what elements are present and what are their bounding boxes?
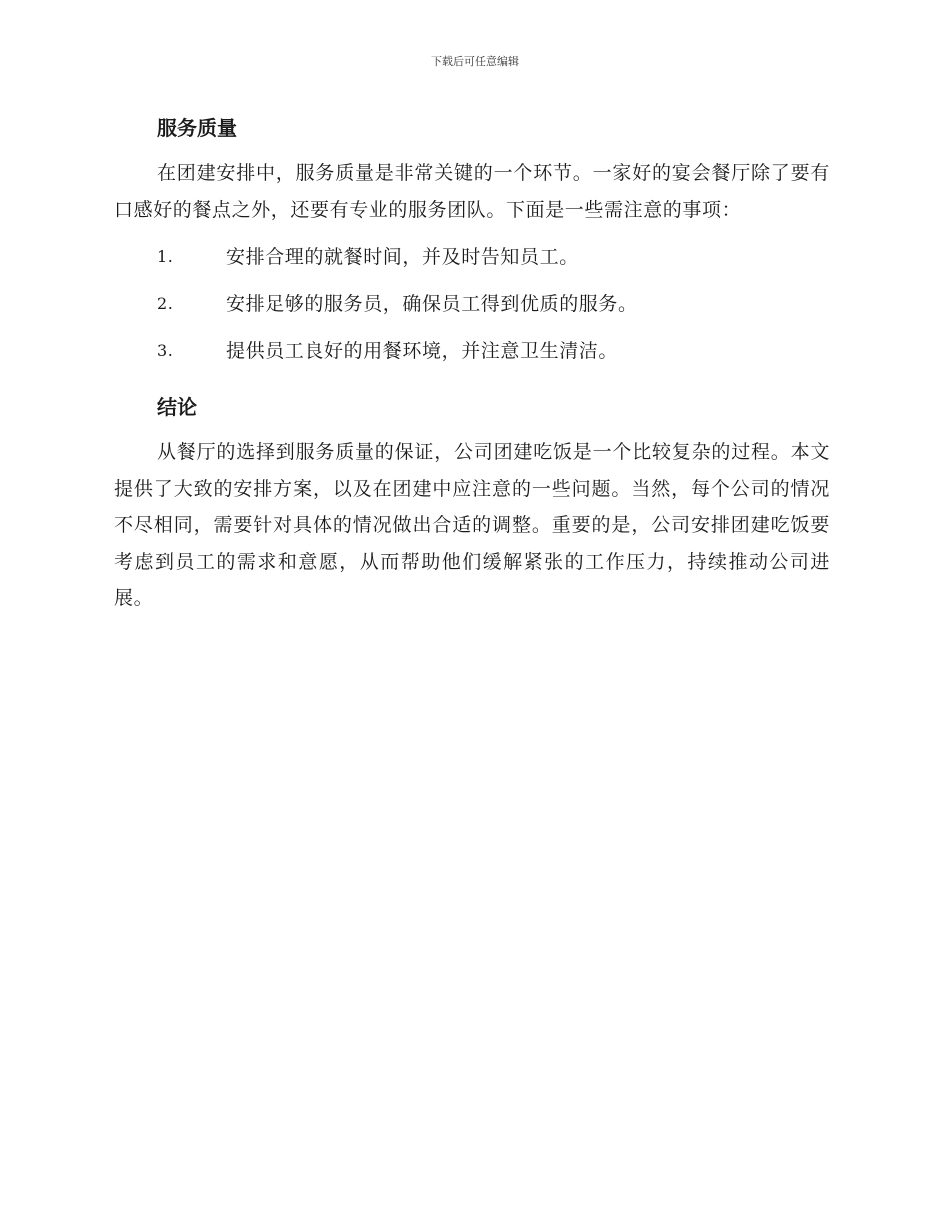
list-item-number: 1. [157,247,174,266]
document-body [114,110,830,617]
section-title-conclusion: 结论 [157,395,197,419]
list-item-number: 3. [157,341,174,360]
header-note: 下载后可任意编辑 [431,55,519,68]
list-item-text: 提供员工良好的用餐环境，并注意卫生清洁。 [226,340,619,362]
list-item-text: 安排合理的就餐时间，并及时告知员工。 [226,246,579,268]
service-notes-list [114,239,830,380]
list-item-text: 安排足够的服务员，确保员工得到优质的服务。 [226,293,638,315]
service-quality-paragraph: 在团建安排中，服务质量是非常关键的一个环节。一家好的宴会餐厅除了要有口感好的餐点之外，还要有专业的服务团队。下面是一些需注意的事项： [114,162,830,221]
list-item [114,286,830,333]
section-title-service-quality: 服务质量 [157,116,237,140]
list-item [114,333,830,380]
list-item [114,239,830,286]
list-item-number: 2. [157,294,174,313]
conclusion-paragraph: 从餐厅的选择到服务质量的保证，公司团建吃饭是一个比较复杂的过程。本文提供了大致的安排方案，以及在团建中应注意的一些问题。当然，每个公司的情况不尽相同，需要针对具体的情况做出合适的调整。重要的是，公司安排团建吃饭要考虑到员工的需求和意愿，从而帮助他们缓解紧张的工作压力，持续推动公司进展。 [114,441,830,609]
